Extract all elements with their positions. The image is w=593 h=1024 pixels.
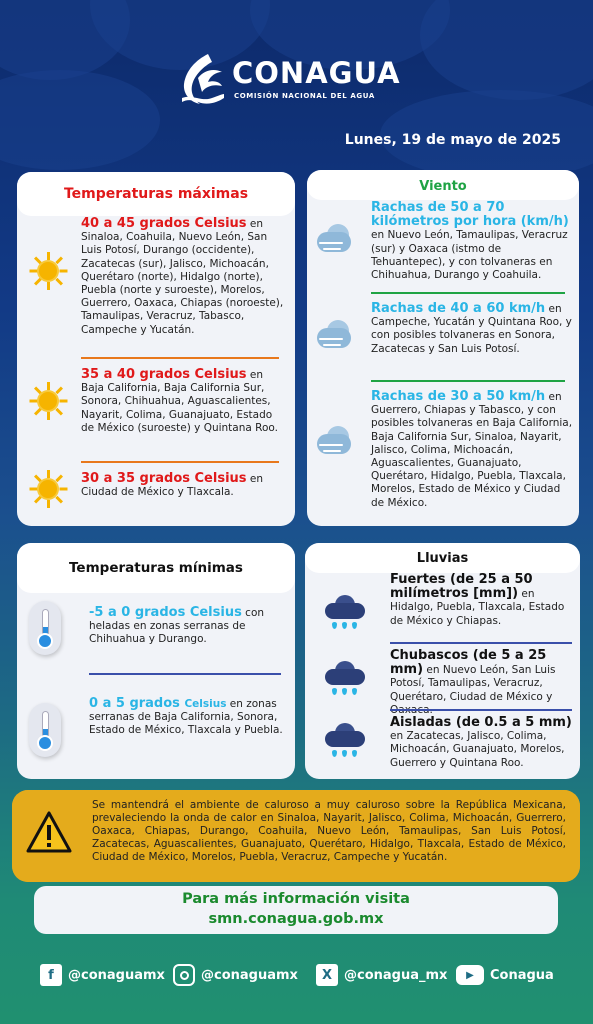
- heat-warning-banner: [12, 790, 580, 882]
- facebook-icon: f: [40, 964, 62, 986]
- rain-text: en Hidalgo, Puebla, Tlaxcala, Estado de México y Chiapas.: [390, 588, 565, 627]
- warning-text: Se mantendrá el ambiente de caluroso a muy caluroso sobre la República Mexicana, prevaleciendo la onda de calor en Sinaloa, Nayarit, Jalisco, Colima, Michoacán, Guerrero, Oaxaca, Chiapas, Durango, Coahuila, Nuevo León, Tamaulipas, San Luis Potosí, Zacatecas, Aguascalientes, Guanajuato, Querétaro, Hidalgo, Tlaxcala, Estado de México, Ciudad de México, Morelos, Puebla, Veracruz, Campeche y Yucatán.: [92, 799, 566, 863]
- rain-item-2: [390, 649, 574, 717]
- rain-cloud-icon: [323, 661, 367, 699]
- max-temp-item-3: [81, 472, 287, 499]
- min-temp-range: 0 a 5 grados: [89, 696, 185, 711]
- divider: [390, 642, 572, 644]
- social-handle: Conagua: [490, 967, 554, 983]
- max-temp-text: en Sinaloa, Coahuila, Nuevo León, San Luis Potosí, Durango (occidente), Zacatecas (sur), Jalisco, Michoacán, Querétaro (norte), Hidalgo (norte), Puebla (norte y suroeste), Morelos, Guerrero, Oaxaca, Chiapas (noroeste), Tamaulipas, Veracruz, Tabasco, Campeche y Yucatán.: [81, 218, 284, 336]
- forecast-date: Lunes, 19 de mayo de 2025: [344, 132, 561, 148]
- min-temp-range-unit: Celsius: [184, 698, 227, 710]
- website-link[interactable]: smn.conagua.gob.mx: [208, 911, 384, 927]
- thermometer-icon: [29, 703, 61, 757]
- social-handle: @conaguamx: [68, 967, 165, 983]
- social-instagram[interactable]: [173, 962, 298, 988]
- wind-item-3: [371, 390, 575, 510]
- rain-item-1: [390, 573, 574, 628]
- rain-text: en Nuevo León, San Luis Potosí, Tamaulipas, Veracruz, Querétaro, Ciudad de México y: [390, 664, 556, 703]
- instagram-icon: [173, 964, 195, 986]
- min-temp-item-1: [89, 606, 285, 647]
- logo-subtitle: COMISIÓN NACIONAL DEL AGUA: [234, 92, 375, 100]
- wind-card: [307, 170, 579, 526]
- warning-icon: [26, 810, 72, 854]
- rain-cloud-icon: [323, 595, 367, 633]
- sun-icon: [29, 252, 67, 290]
- min-temps-card: [17, 543, 295, 779]
- max-temp-text: en Ciudad de México y Tlaxcala.: [81, 473, 263, 499]
- divider: [390, 709, 572, 711]
- thermometer-icon: [29, 601, 61, 655]
- wind-range: Rachas de 40 a 60 km/h: [371, 301, 546, 316]
- divider: [371, 380, 565, 382]
- wind-icon: [311, 320, 357, 352]
- wind-icon: [311, 426, 357, 458]
- max-temp-text: en Baja California, Baja California Sur, Sonora, Chihuahua, Aguascalientes, Nayarit, Colima, Guanajuato, Estado de México (suroeste) y Quintana Roo.: [81, 369, 278, 434]
- min-temps-title: Temperaturas mínimas: [69, 560, 243, 576]
- conagua-logo: [178, 50, 418, 110]
- rain-range: Aisladas (de 0.5 a 5 mm): [390, 715, 572, 730]
- conagua-emblem-icon: [178, 50, 226, 108]
- youtube-icon: ▶: [456, 965, 484, 985]
- social-handle: @conagua_mx: [344, 967, 448, 983]
- min-temp-text: con heladas en zonas serranas de Chihuahua y Durango.: [89, 607, 265, 646]
- wind-text: en Campeche, Yucatán y Quintana Roo, y con posibles tolvaneras en Sonora, Zacatecas y San Luis Potosí.: [371, 303, 572, 355]
- max-temp-range: 40 a 45 grados Celsius: [81, 216, 247, 231]
- logo-title: CONAGUA: [232, 56, 401, 90]
- rain-range: Fuertes (de 25 a 50 milímetros [mm]): [390, 572, 533, 602]
- rain-item-3: [390, 716, 574, 770]
- social-youtube[interactable]: [456, 962, 554, 988]
- max-temp-item-1: [81, 217, 287, 337]
- wind-item-1: [371, 201, 575, 282]
- sun-icon: [29, 382, 67, 420]
- min-temp-range: -5 a 0 grados Celsius: [89, 605, 242, 620]
- min-temp-item-2: [89, 697, 285, 738]
- max-temps-title: Temperaturas máximas: [63, 186, 249, 202]
- wind-icon: [311, 224, 357, 256]
- wind-item-2: [371, 302, 575, 356]
- max-temp-range: 30 a 35 grados Celsius: [81, 471, 247, 486]
- rain-cloud-icon: [323, 723, 367, 761]
- divider: [371, 292, 565, 294]
- divider: [81, 357, 279, 359]
- social-handle: @conaguamx: [201, 967, 298, 983]
- rain-card: [305, 543, 580, 779]
- rain-range: Chubascos (de 5 a 25 mm): [390, 648, 547, 678]
- divider: [89, 673, 281, 675]
- more-info-label: Para más información visita: [182, 891, 410, 907]
- divider: [81, 461, 279, 463]
- sun-icon: [29, 470, 67, 508]
- social-x[interactable]: [316, 962, 447, 988]
- wind-range: Rachas de 30 a 50 km/h: [371, 389, 546, 404]
- x-icon: X: [316, 964, 338, 986]
- social-facebook[interactable]: [40, 962, 165, 988]
- wind-range: Rachas de 50 a 70 kilómetros por hora (km/h): [371, 200, 569, 230]
- wind-text: en Guerrero, Chiapas y Tabasco, y con posibles tolvaneras en Baja California, Baja California Sur, Sinaloa, Nayarit, Jalisco, Colima, Michoacán, Aguascalientes, Guanajuato, Querétaro, Hidalgo, Puebla, Tlaxcala, Morelos, Estado de México y Ciudad de México.: [371, 391, 573, 509]
- max-temp-range: 35 a 40 grados Celsius: [81, 367, 247, 382]
- rain-text: en Zacatecas, Jalisco, Colima, Michoacán, Guanajuato, Morelos, Guerrero y Quintana Roo.: [390, 730, 565, 769]
- rain-title: Lluvias: [416, 551, 469, 566]
- wind-text: en Nuevo León, Tamaulipas, Veracruz (sur) y Oaxaca (istmo de Tehuantepec), y con tolvaneras en Chihuahua, Durango y Coahuila.: [371, 229, 568, 282]
- min-temp-text: en zonas serranas de Baja California, Sonora, Estado de México, Tlaxcala y Puebla.: [89, 698, 283, 737]
- more-info-box: [34, 886, 558, 934]
- max-temps-card: [17, 172, 295, 526]
- wind-title: Viento: [419, 179, 467, 194]
- max-temp-item-2: [81, 368, 287, 435]
